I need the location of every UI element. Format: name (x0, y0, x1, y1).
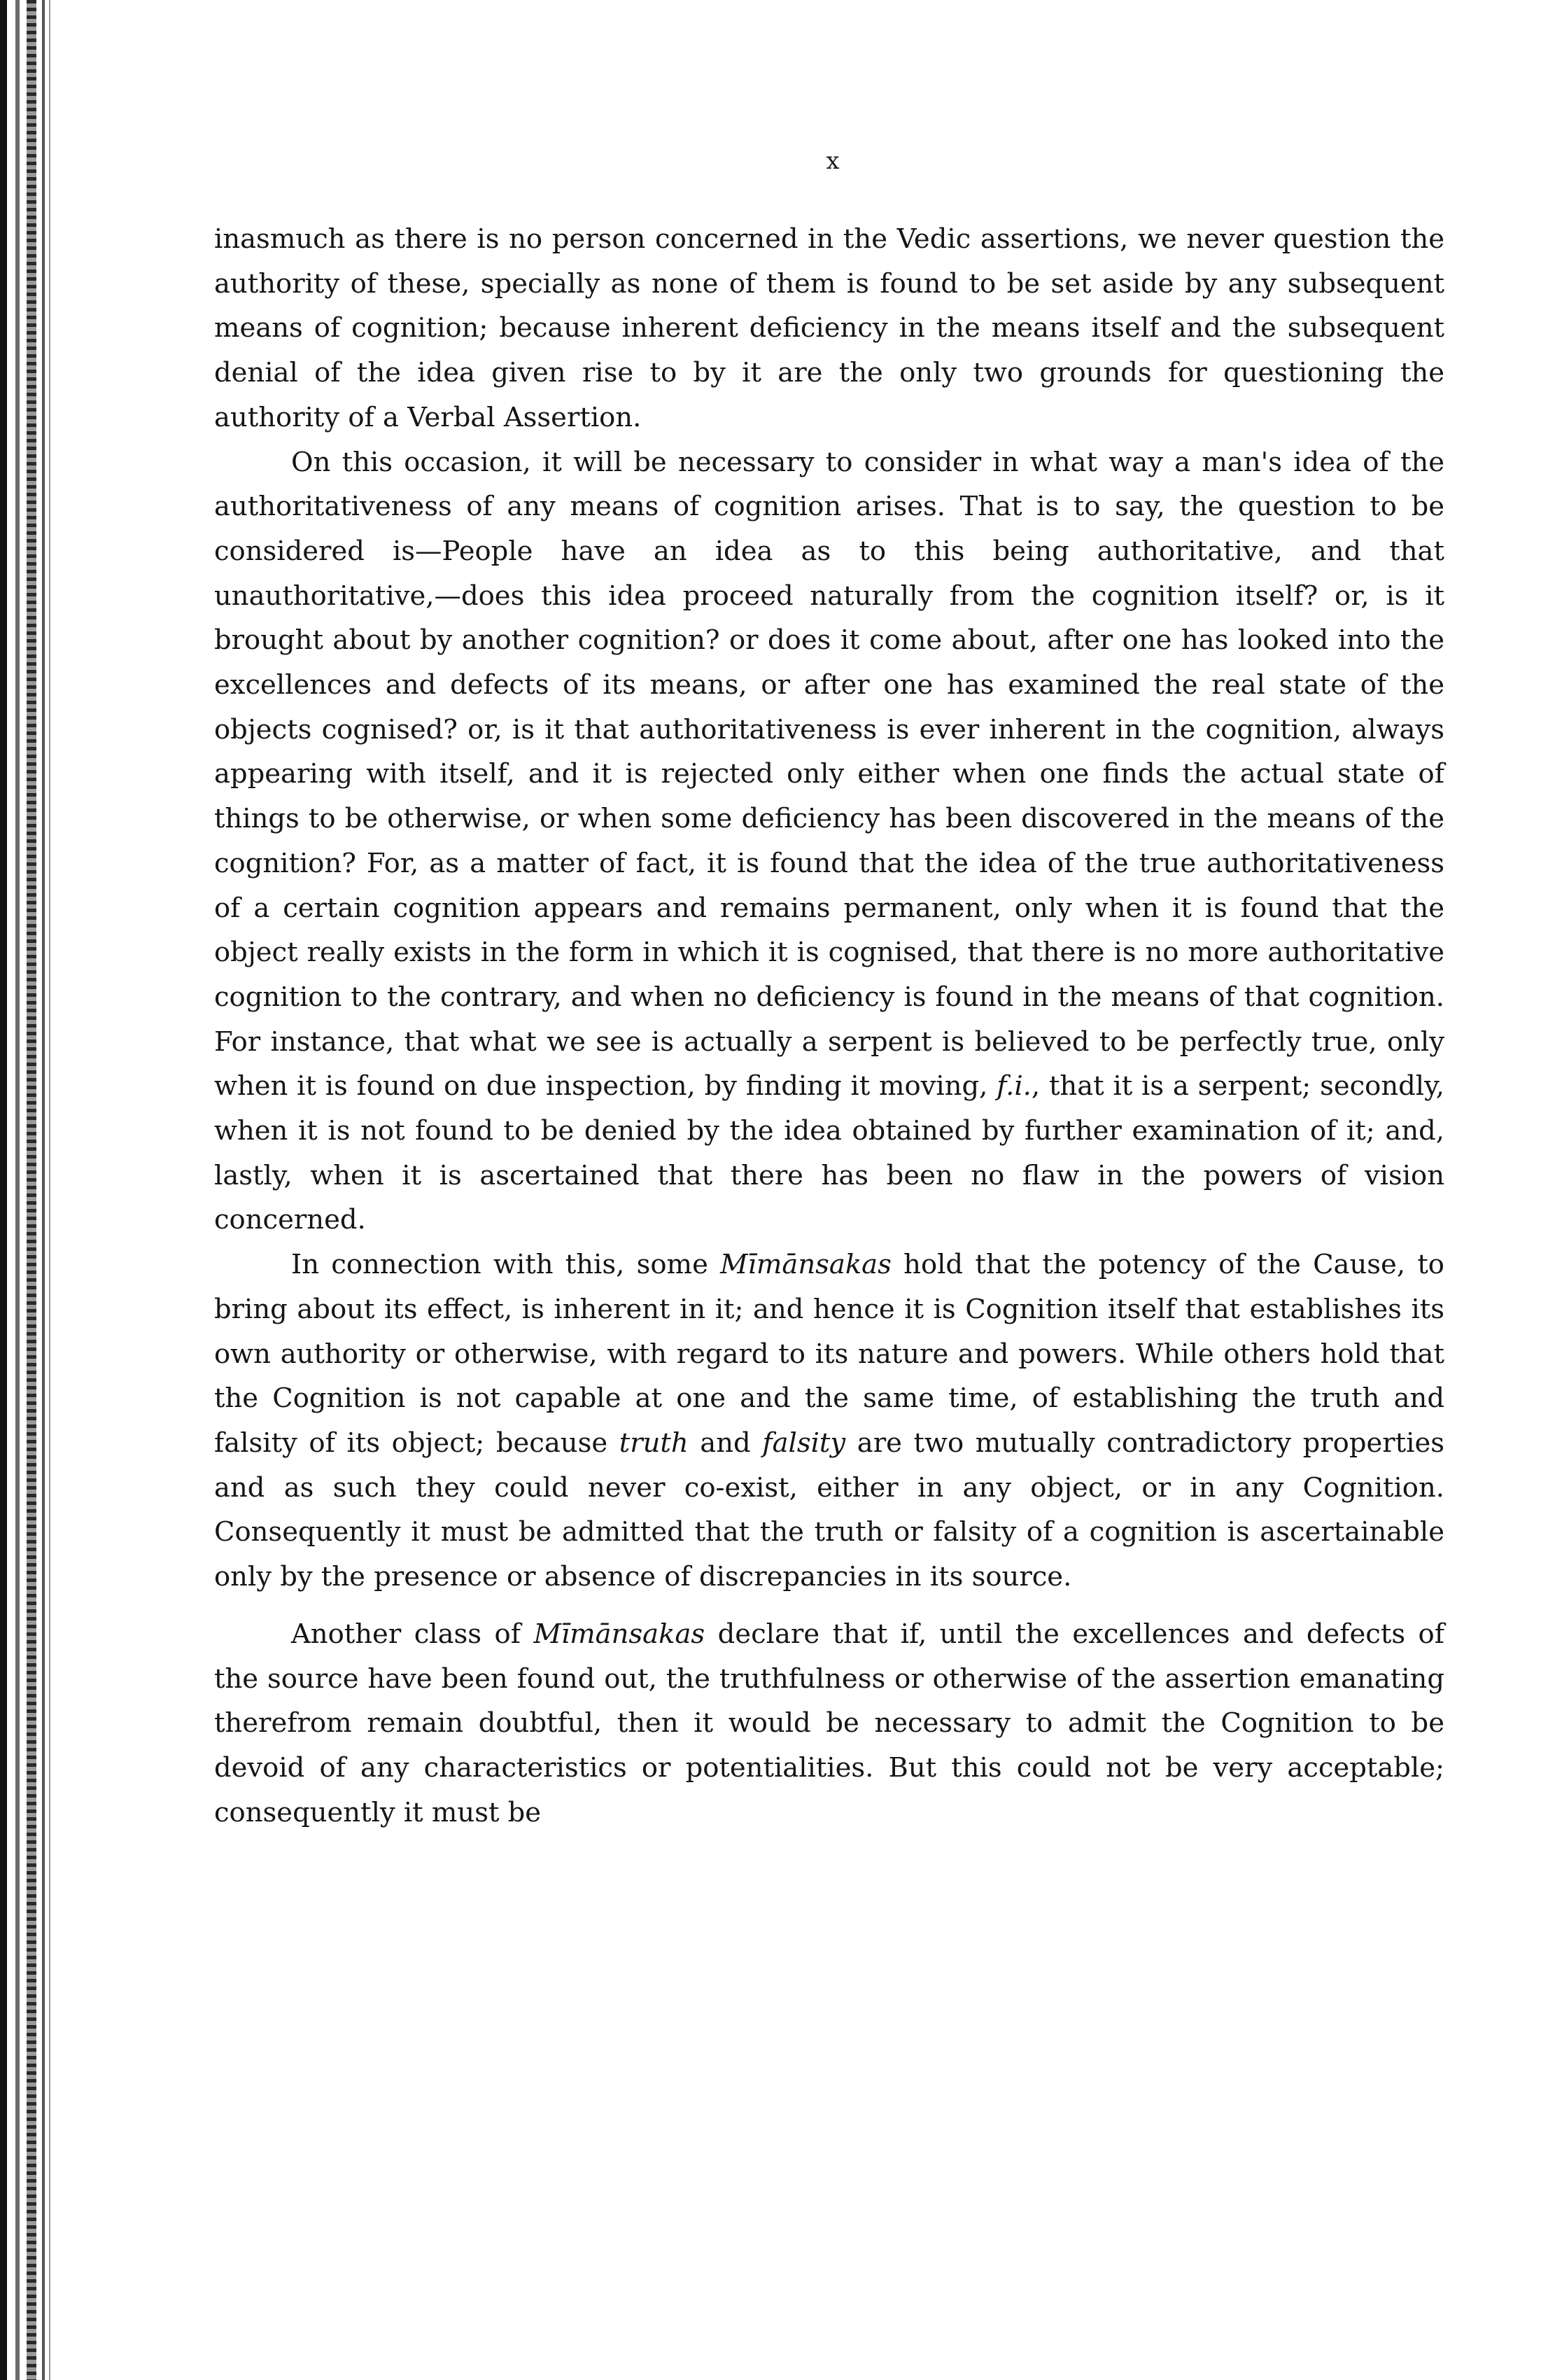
binding-strip (15, 0, 20, 2380)
text-run: declare that if, until the excellences and defects of the source have been found out, the truthfulness or otherwise of the assertion emanating therefrom remain doubtful, then it would be necessary to admit the Cognition to be devoid of any characteristics or potentialities. But this could not be very acceptable; consequently it must be (214, 1618, 1444, 1828)
binding-strip (0, 0, 7, 2380)
page-number: x (826, 147, 840, 175)
paragraph (214, 440, 1444, 1243)
text-run: are two mutually contradictory properties and as such they could never co-exist, either in any object, or in any Cognition. Consequently it must be admitted that the truth or falsity of a cognition is ascertainable only by the presence or absence of discrepancies in its source. (214, 1427, 1444, 1593)
text-run: , that it is a serpent; secondly, when it is not found to be denied by the idea obtained by further examination of it; and, lastly, when it is ascertained that there has been no flaw in the powers of vision concerned. (214, 1070, 1444, 1236)
italic-run: falsity (762, 1427, 846, 1459)
binding-edge (0, 0, 55, 2380)
text-run: In connection with this, some (291, 1249, 721, 1281)
body-text (214, 217, 1444, 1835)
paragraph (214, 1612, 1444, 1835)
text-run: inasmuch as there is no person concerned in the Vedic assertions, we never question the authority of these, specially as none of them is found to be set aside by any subsequent means of cognition; because inherent deficiency in the means itself and the subsequent denial of the idea given rise to by it are the only two grounds for questioning the authority of a Verbal Assertion. (214, 223, 1444, 433)
text-run: Another class of (291, 1618, 534, 1650)
text-run: hold that the potency of the Cause, to bring about its effect, is inherent in it; and hence it is Cognition itself that establishes its own authority or otherwise, with regard to its nature and powers. While others hold that the Cognition is not capable at one and the same time, of establishing the truth and falsity of its object; because (214, 1249, 1444, 1459)
italic-run: Mīmānsakas (720, 1249, 892, 1281)
binding-strip (42, 0, 45, 2380)
binding-strip (49, 0, 50, 2380)
italic-run: truth (619, 1427, 689, 1459)
italic-run: Mīmānsakas (533, 1618, 705, 1650)
paragraph (214, 217, 1444, 440)
paragraph (214, 1242, 1444, 1600)
binding-strip (27, 0, 36, 2380)
text-run: On this occasion, it will be necessary to consider in what way a man's idea of the authoritativeness of any means of cognition arises. That is to say, the question to be considered is—People have an idea as to this being authoritative, and that unauthoritative,—does this idea proceed naturally from the cognition itself? or, is it brought about by another cognition? or does it come about, after one has looked into the excellences and defects of its means, or after one has examined the real state of the objects cognised? or, is it that authoritativeness is ever inherent in the cognition, always appearing with itself, and it is rejected only either when one finds the actual state of things to be otherwise, or when some deficiency has been discovered in the means of the cognition? For, as a matter of fact, it is found that the idea of the true authoritativeness of a certain cognition appears and remains permanent, only when it is found that the object really exists in the form in which it is cognised, that there is no more authoritative cognition to the contrary, and when no deficiency is found in the means of that cognition. For instance, that what we see is actually a serpent is believed to be perfectly true, only when it is found on due inspection, by finding it moving, (214, 446, 1444, 1102)
italic-run: f.i. (997, 1070, 1032, 1102)
text-run: and (688, 1427, 763, 1459)
